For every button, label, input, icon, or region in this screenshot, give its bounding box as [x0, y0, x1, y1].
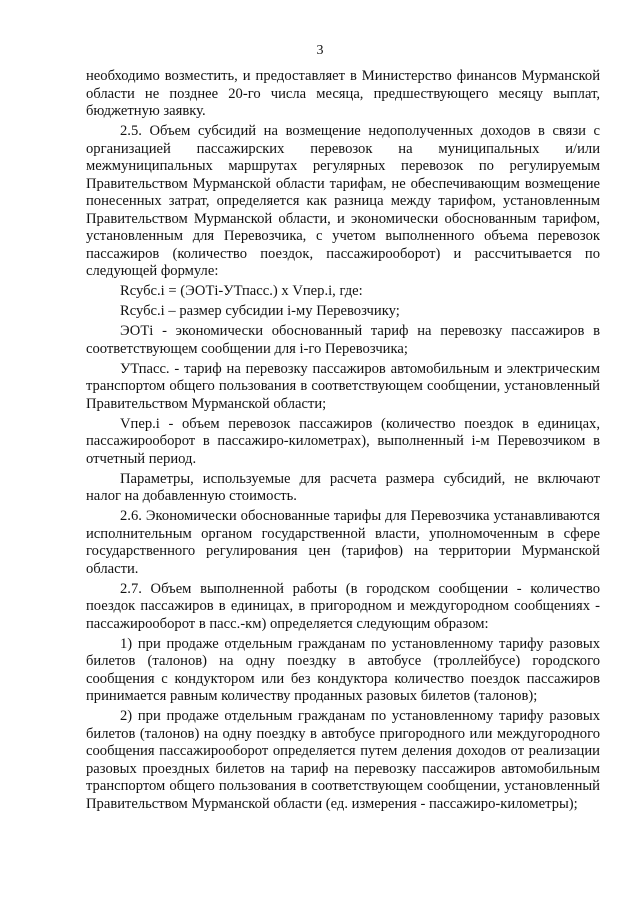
paragraph-2-6: 2.6. Экономически обоснованные тарифы для Перевозчика устанавливаются исполнительным органом государственной власти, уполномоченным в сфере государственного регулирования цен (тарифов) на территории Мурманской области.: [86, 508, 600, 577]
paragraph-vat-note: Параметры, используемые для расчета размера субсидий, не включают налог на добавленную стоимость.: [86, 470, 600, 504]
list-item-2: 2) при продаже отдельным гражданам по установленному тарифу разовых билетов (талонов) на одну поездку в автобусе пригородного или междугородного сообщения пассажирооборот определяется путем деления доходов от реализации разовых проездных билетов на тариф на перевозку пассажиров автомобильным транспортом общего пользования в соответствующем сообщении, установленный Правительством Мурманской области (ед. измерения - пассажиро-километры);: [86, 708, 600, 812]
paragraph-continuation: необходимо возместить, и предоставляет в Министерство финансов Мурманской области не позднее 20-го числа месяца, предшествующего месяцу выплат, бюджетную заявку.: [86, 68, 600, 119]
document-body: [86, 68, 600, 816]
paragraph-2-5: 2.5. Объем субсидий на возмещение недополученных доходов в связи с организацией пассажирских перевозок на муниципальных и/или межмуниципальных маршрутах регулярных перевозок по регулируемым Правительством Мурманской области тарифам, не обеспечивающим возмещение понесенных затрат, определяется как разница между тарифом, установленным Правительством Мурманской области, и экономически обоснованным тарифом, установленным для Перевозчика, с учетом выполненного объема перевозок пассажиров (количество поездок, пассажирооборот) и рассчитывается по следующей формуле:: [86, 123, 600, 279]
page-number: 3: [316, 43, 324, 58]
formula-definition-vper: Vпер.i - объем перевозок пассажиров (количество поездок в единицах, пассажирооборот в пассажиро-километрах), выполненный i-м Перевозчиком в отчетный период.: [86, 415, 600, 467]
formula-definition-eot: ЭОТi - экономически обоснованный тариф на перевозку пассажиров в соответствующем сообщении для i-го Перевозчика;: [86, 323, 600, 357]
formula-line: Rсубс.i = (ЭОТi-УТпасс.) х Vпер.i, где:: [120, 283, 363, 299]
paragraph-2-7: 2.7. Объем выполненной работы (в городском сообщении - количество поездок пассажиров в единицах, в пригородном и междугородном сообщениях - пассажирооборот в пасс.-км) определяется следующим образом:: [86, 580, 600, 632]
list-item-1: 1) при продаже отдельным гражданам по установленному тарифу разовых билетов (талонов) на одну поездку в автобусе (троллейбусе) городского сообщения с кондуктором или без кондуктора количество поездок пассажиров принимается равным количеству проданных разовых билетов (талонов);: [86, 635, 600, 704]
formula-definition-utpass: УТпасс. - тариф на перевозку пассажиров автомобильным и электрическим транспортом общего пользования в соответствующем сообщении, установленный Правительством Мурманской области;: [86, 360, 600, 412]
formula-definition-rsubs: Rсубс.i – размер субсидии i-му Перевозчику;: [120, 303, 400, 319]
